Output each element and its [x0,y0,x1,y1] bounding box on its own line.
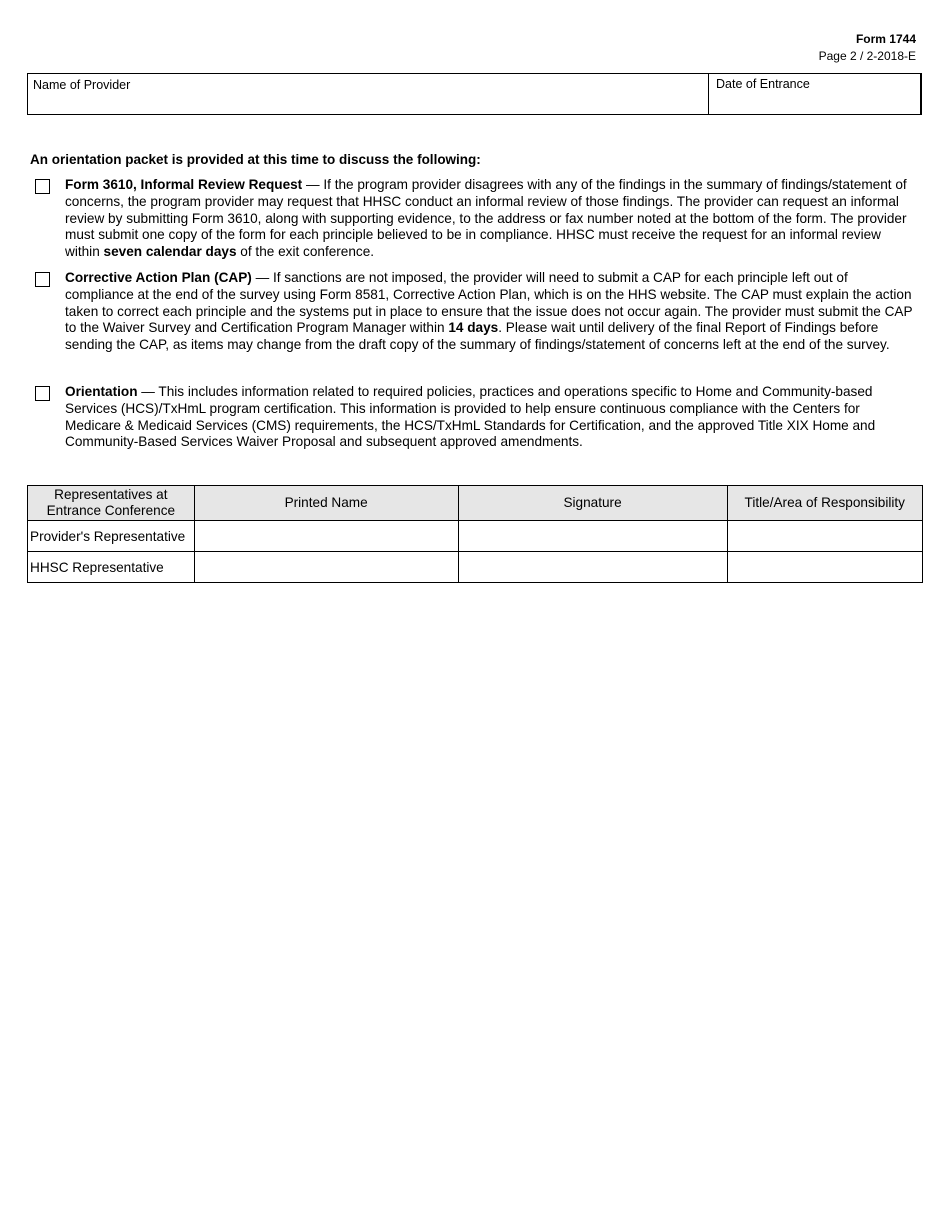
hhsc-signature-cell[interactable] [458,552,727,583]
table-header-row [28,486,923,521]
body-text: — If the program provider disagrees with any of the findings in the summary of findings/statement of concerns, the program provider may request that HHSC conduct an informal review of those findings. The provider can request an informal review by submitting Form 3610, along with supporting evidence, to the address or fax number noted at the bottom of the form. The provider must submit one copy of the form for each principle believed to be in compliance. HHSC must receive the request for an informal review within [65,177,907,260]
body-text: . Please wait until delivery of the final Report of Findings before sending the CAP, as items may change from the draft copy of the summary of findings/statement of concerns left at the end of the survey. [65,320,890,353]
provider-printed-name-cell[interactable] [194,521,458,552]
table-row [28,521,923,552]
orientation-intro: An orientation packet is provided at this time to discuss the following: [30,152,481,167]
header-printed-name: Printed Name [194,486,458,521]
date-of-entrance-field[interactable] [709,74,921,114]
row-label-provider-representative: Provider's Representative [28,521,195,552]
header-signature: Signature [458,486,727,521]
bold-text: seven calendar days [103,244,237,260]
table-row [28,552,923,583]
corrective-action-plan-checkbox[interactable] [35,272,50,287]
provider-info-box [27,73,922,115]
page-info: Page 2 / 2-2018-E [818,49,916,63]
item-orientation [35,384,918,451]
row-label-hhsc-representative: HHSC Representative [28,552,195,583]
orientation-text [65,384,918,451]
bold-text: Form 3610, Informal Review Request [65,177,303,192]
header-representatives: Representatives at Entrance Conference [28,486,195,521]
hhsc-printed-name-cell[interactable] [194,552,458,583]
hhsc-title-cell[interactable] [727,552,922,583]
bold-text: Corrective Action Plan (CAP) [65,270,252,285]
bold-text: Orientation [65,384,138,399]
date-of-entrance-label: Date of Entrance [716,77,810,91]
informal-review-checkbox[interactable] [35,179,50,194]
body-text: of the exit conference. [236,244,375,260]
provider-name-field[interactable] [28,74,709,114]
body-text: — If sanctions are not imposed, the provider will need to submit a CAP for each principle left out of compliance at the end of the survey using Form 8581, Corrective Action Plan, which is on the HHS website. The CAP must explain the action taken to correct each principle and the systems put in place to ensure that the issue does not occur again. The provider must submit the CAP to the Waiver Survey and Certification Program Manager within [65,270,913,336]
form-number: Form 1744 [855,32,916,46]
bold-text: 14 days [448,320,499,336]
informal-review-text [65,177,918,261]
header-title-area: Title/Area of Responsibility [727,486,922,521]
corrective-action-plan-text [65,270,918,354]
provider-signature-cell[interactable] [458,521,727,552]
form-header [819,31,916,65]
representatives-table [27,485,923,583]
provider-name-label: Name of Provider [33,78,131,92]
item-informal-review [35,177,918,261]
item-corrective-action-plan [35,270,918,354]
body-text: — This includes information related to required policies, practices and operations specific to Home and Community-based Services (HCS)/TxHmL program certification. This information is provided to help ensure continuous compliance with the Centers for Medicare & Medicaid Services (CMS) requirements, the HCS/TxHmL Standards for Certification, and the approved Title XIX Home and Community-Based Services Waiver Proposal and subsequent approved amendments. [65,384,876,450]
provider-title-cell[interactable] [727,521,922,552]
orientation-checkbox[interactable] [35,386,50,401]
